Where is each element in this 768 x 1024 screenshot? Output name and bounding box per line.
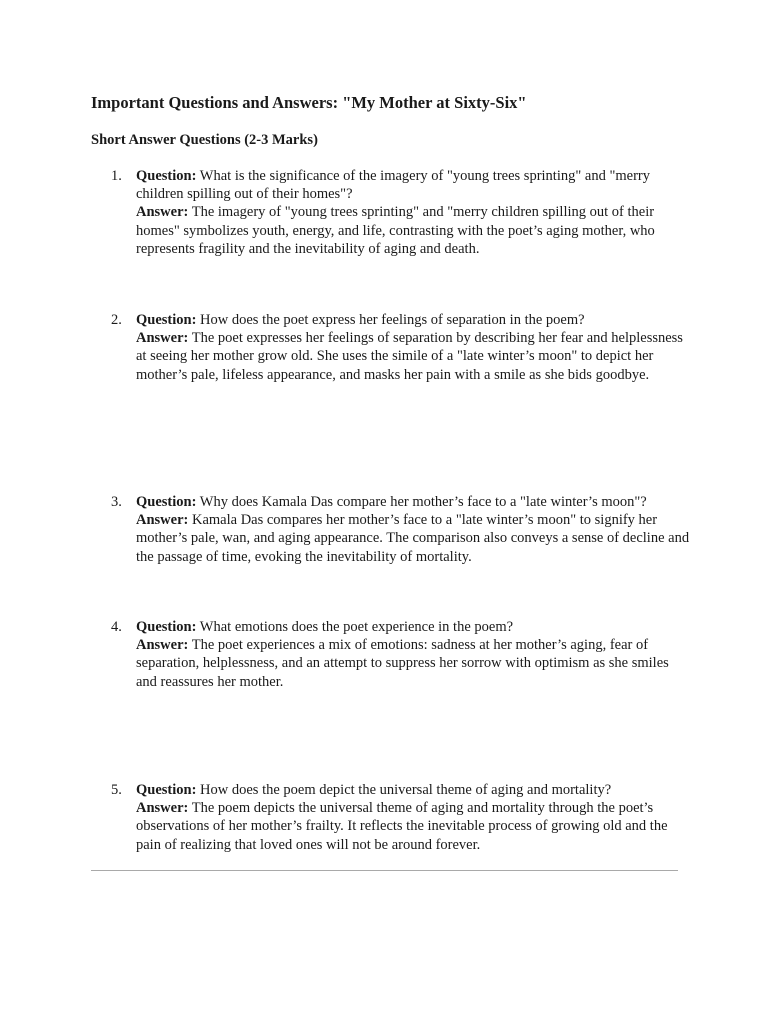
qa-body <box>136 781 691 854</box>
answer-text: The poet expresses her feelings of separation by describing her fear and helplessness at seeing her mother grow old. She uses the simile of a "late winter’s moon" to depict her mother’s pale, lifeless appearance, and masks her pain with a smile as she bids goodbye. <box>136 330 683 383</box>
question-text: What is the significance of the imagery of "young trees sprinting" and "merry children spilling out of their homes"? <box>136 168 651 203</box>
qa-item-1 <box>91 167 691 258</box>
qa-body <box>136 493 691 566</box>
qa-body <box>136 618 691 691</box>
item-number: 1. <box>111 168 122 184</box>
question-text: What emotions does the poet experience in the poem? <box>199 619 514 635</box>
answer-line <box>136 799 691 854</box>
question-text: How does the poem depict the universal theme of aging and mortality? <box>200 782 612 798</box>
answer-line <box>136 329 691 384</box>
qa-body <box>136 167 691 258</box>
answer-line <box>136 511 691 566</box>
answer-text: Kamala Das compares her mother’s face to a "late winter’s moon" to signify her mother’s pale, wan, and aging appearance. The comparison also conveys a sense of decline and the passage of time, evoking the inevitability of mortality. <box>136 512 690 565</box>
item-number: 4. <box>111 619 122 635</box>
qa-item-4 <box>91 618 691 691</box>
section-heading: Short Answer Questions (2-3 Marks) <box>91 132 318 148</box>
answer-text: The poet experiences a mix of emotions: sadness at her mother’s aging, fear of separation, helplessness, and an attempt to suppress her sorrow with optimism as she smiles and reassures her mother. <box>136 637 669 690</box>
answer-text: The imagery of "young trees sprinting" and "merry children spilling out of their homes" symbolizes youth, energy, and life, contrasting with the poet’s aging mother, who represents fragility and the inevitability of aging and death. <box>136 204 655 257</box>
question-line <box>136 167 691 203</box>
answer-label: Answer: <box>136 512 189 529</box>
question-line <box>136 493 691 511</box>
question-label: Question: <box>136 312 197 328</box>
page-title: Important Questions and Answers: "My Mother at Sixty-Six" <box>91 93 527 112</box>
question-label: Question: <box>136 782 197 798</box>
qa-item-5 <box>91 781 691 854</box>
answer-label: Answer: <box>136 637 189 654</box>
item-number: 5. <box>111 782 122 798</box>
question-label: Question: <box>136 619 197 635</box>
question-label: Question: <box>136 494 197 510</box>
horizontal-divider <box>91 870 678 871</box>
answer-label: Answer: <box>136 204 189 221</box>
answer-line <box>136 203 691 258</box>
question-line <box>136 311 691 329</box>
answer-line <box>136 636 691 691</box>
question-line <box>136 618 691 636</box>
answer-label: Answer: <box>136 800 189 817</box>
answer-label: Answer: <box>136 330 189 347</box>
item-number: 3. <box>111 494 122 510</box>
qa-item-3 <box>91 493 691 566</box>
question-label: Question: <box>136 168 197 184</box>
question-text: Why does Kamala Das compare her mother’s face to a "late winter’s moon"? <box>199 494 647 510</box>
qa-body <box>136 311 691 384</box>
qa-item-2 <box>91 311 691 384</box>
item-number: 2. <box>111 312 122 328</box>
question-line <box>136 781 691 799</box>
question-text: How does the poet express her feelings of separation in the poem? <box>200 312 585 328</box>
answer-text: The poem depicts the universal theme of aging and mortality through the poet’s observations of her mother’s frailty. It reflects the inevitable process of growing old and the pain of realizing that loved ones will not be around forever. <box>136 800 668 853</box>
